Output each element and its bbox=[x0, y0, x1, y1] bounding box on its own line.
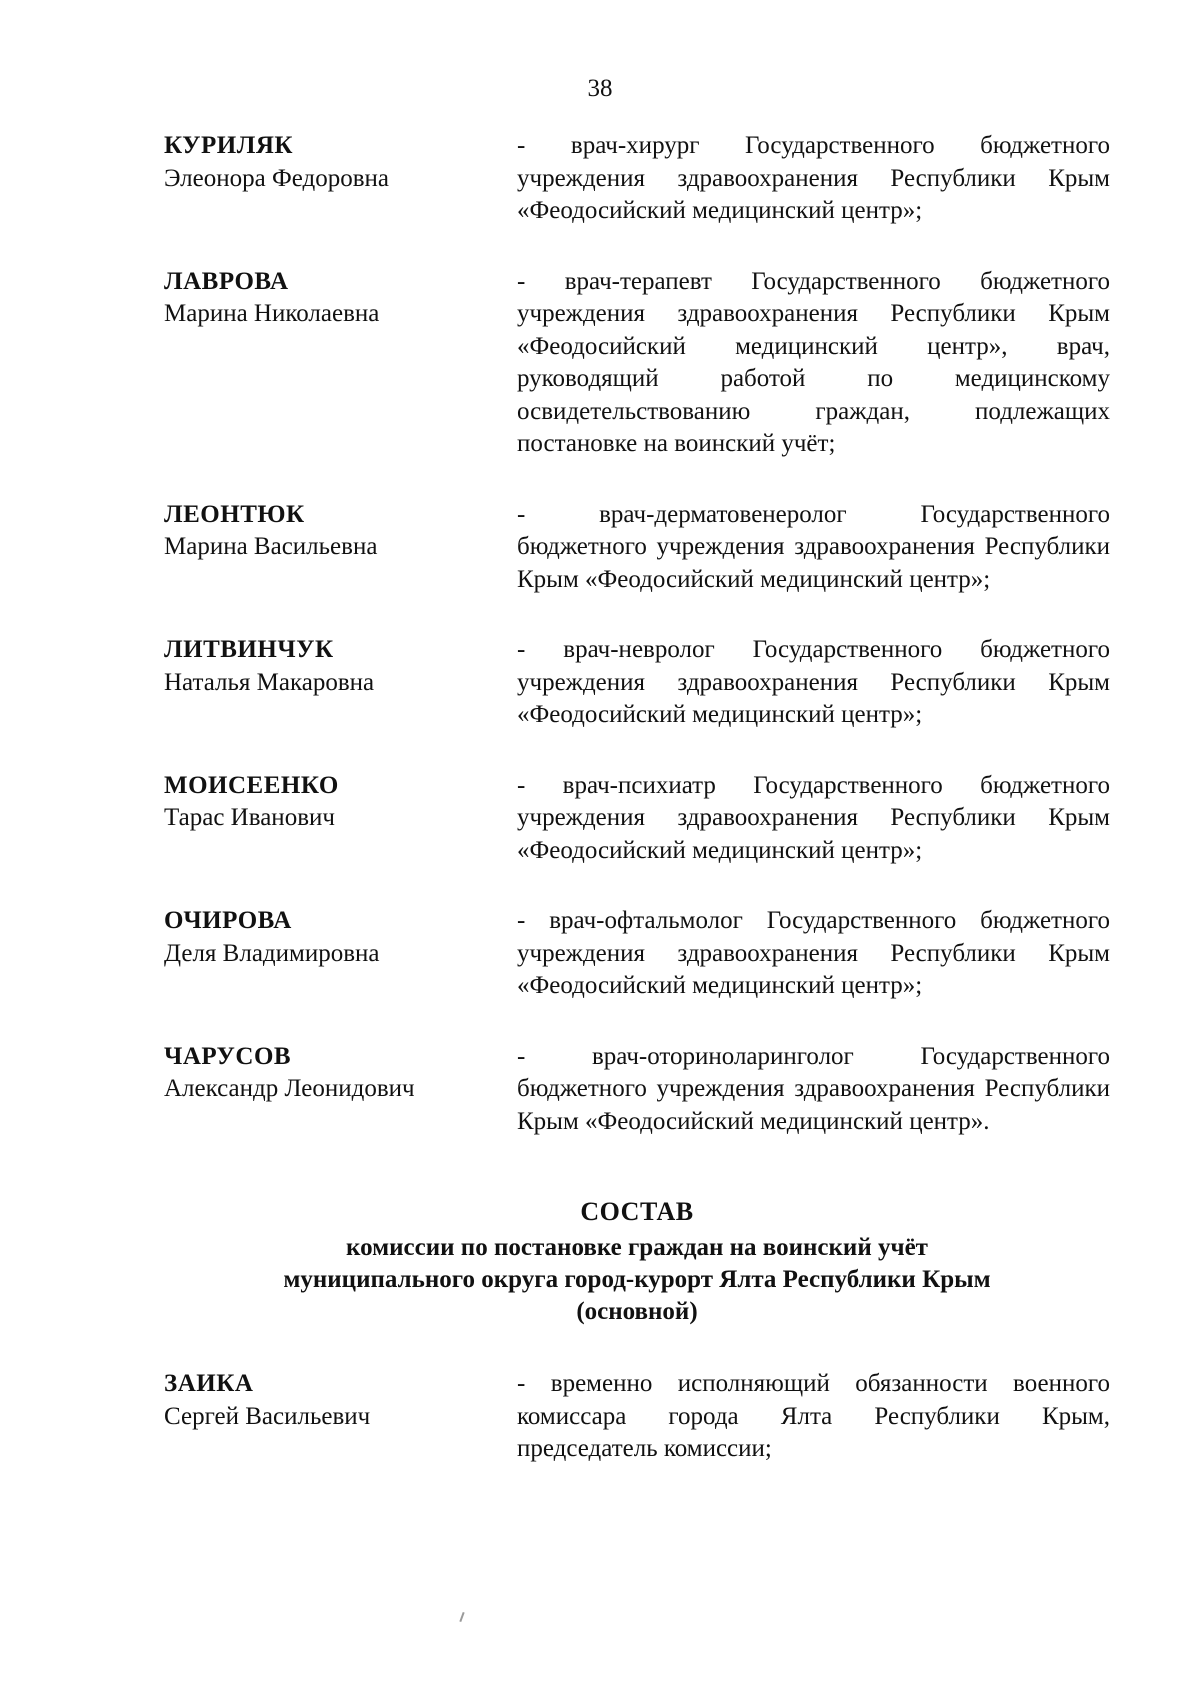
member-entry bbox=[164, 770, 1110, 868]
section-heading bbox=[164, 1196, 1110, 1328]
member-position: - временно исполняющий обязанности военного комиссара города Ялта Республики Крым, председатель комиссии; bbox=[517, 1370, 1110, 1462]
member-surname: ЛАВРОВА bbox=[164, 267, 289, 295]
member-name bbox=[164, 1041, 517, 1139]
scan-mark bbox=[459, 1612, 464, 1622]
section-subtitle-line: комиссии по постановке граждан на воинский учёт bbox=[346, 1234, 928, 1261]
member-given-names: Марина Николаевна bbox=[164, 300, 380, 327]
member-name bbox=[164, 499, 517, 597]
member-position: - врач-дерматовенеролог Государственного бюджетного учреждения здравоохранения Республики Крым «Феодосийский медицинский центр»; bbox=[517, 500, 1110, 593]
member-surname: МОИСЕЕНКО bbox=[164, 771, 339, 799]
member-name bbox=[164, 634, 517, 732]
member-position: - врач-психиатр Государственного бюджетного учреждения здравоохранения Республики Крым «Феодосийский медицинский центр»; bbox=[517, 771, 1110, 864]
member-entry bbox=[164, 634, 1110, 732]
member-surname: ЧАРУСОВ bbox=[164, 1042, 292, 1070]
member-name bbox=[164, 770, 517, 868]
member-given-names: Александр Леонидович bbox=[164, 1075, 415, 1102]
member-surname: ЛЕОНТЮК bbox=[164, 500, 305, 528]
member-position: - врач-офтальмолог Государственного бюджетного учреждения здравоохранения Республики Крым «Феодосийский медицинский центр»; bbox=[517, 907, 1110, 999]
member-given-names: Деля Владимировна bbox=[164, 939, 380, 967]
member-position: - врач-хирург Государственного бюджетного учреждения здравоохранения Республики Крым «Феодосийский медицинский центр»; bbox=[517, 132, 1110, 224]
member-entry bbox=[164, 266, 1110, 461]
member-entry bbox=[164, 499, 1110, 597]
member-given-names: Марина Васильевна bbox=[164, 533, 378, 560]
member-name bbox=[164, 905, 517, 1003]
member-given-names: Наталья Макаровна bbox=[164, 668, 375, 696]
member-surname: КУРИЛЯК bbox=[164, 132, 294, 159]
member-given-names: Элеонора Федоровна bbox=[164, 164, 389, 192]
member-surname: ЗАИКА bbox=[164, 1370, 254, 1397]
member-surname: ОЧИРОВА bbox=[164, 907, 292, 934]
member-position: - врач-оториноларинголог Государственного бюджетного учреждения здравоохранения Республики Крым «Феодосийский медицинский центр». bbox=[517, 1042, 1110, 1135]
member-entry bbox=[164, 1041, 1110, 1139]
page-number: 38 bbox=[587, 75, 613, 102]
member-given-names: Сергей Васильевич bbox=[164, 1402, 371, 1430]
section-subtitle-line: (основной) bbox=[576, 1298, 698, 1325]
section-subtitle-line: муниципального округа город-курорт Ялта Республики Крым bbox=[283, 1266, 991, 1293]
member-given-names: Тарас Иванович bbox=[164, 804, 335, 831]
member-entry bbox=[164, 905, 1110, 1003]
section-title: СОСТАВ bbox=[580, 1197, 694, 1226]
member-name bbox=[164, 1368, 517, 1466]
member-entry bbox=[164, 1368, 1110, 1466]
member-entry bbox=[164, 130, 1110, 228]
member-position: - врач-терапевт Государственного бюджетного учреждения здравоохранения Республики Крым «Феодосийский медицинский центр», врач, руководящий работой по медицинскому освидетельствованию граждан, подлежащих постановке на воинский учёт; bbox=[517, 267, 1110, 457]
member-list bbox=[164, 130, 1110, 1504]
member-surname: ЛИТВИНЧУК bbox=[164, 636, 334, 663]
member-name bbox=[164, 130, 517, 228]
member-name bbox=[164, 266, 517, 461]
member-position: - врач-невролог Государственного бюджетного учреждения здравоохранения Республики Крым «Феодосийский медицинский центр»; bbox=[517, 636, 1110, 728]
